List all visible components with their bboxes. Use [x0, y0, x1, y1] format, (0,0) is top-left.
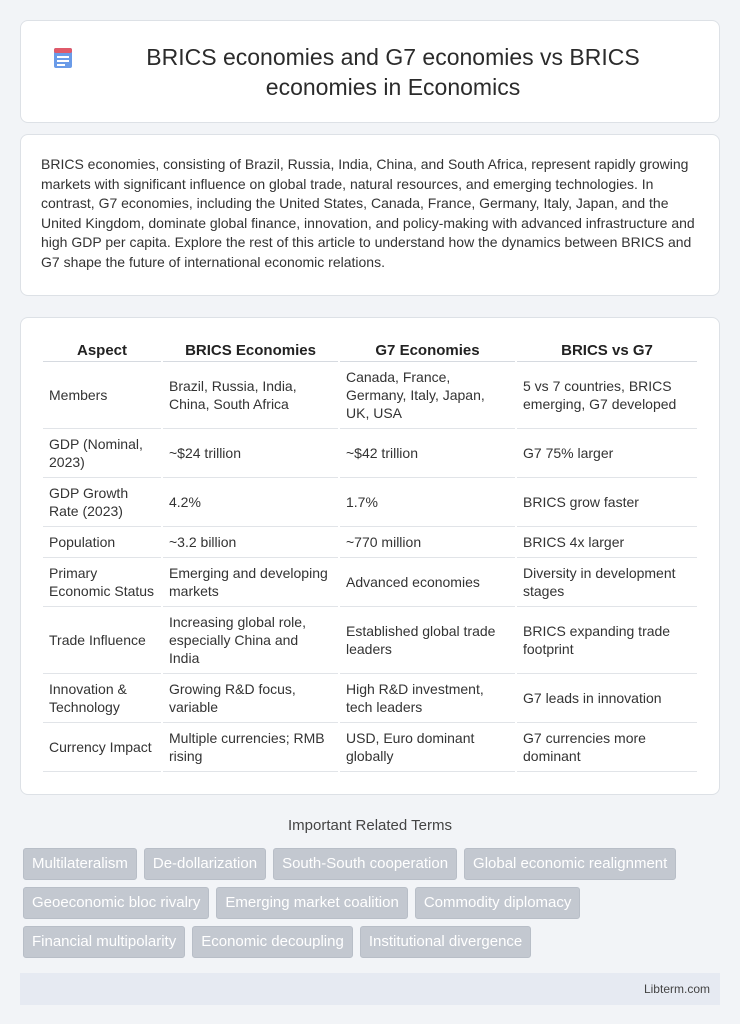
table-cell: Established global trade leaders — [340, 607, 515, 674]
table-cell: Primary Economic Status — [43, 558, 161, 607]
comparison-table-card — [20, 317, 720, 795]
table-cell: ~$42 trillion — [340, 429, 515, 478]
footer-brand-link[interactable]: Libterm.com — [643, 981, 710, 996]
table-row — [43, 607, 697, 674]
column-header: G7 Economies — [340, 336, 515, 362]
term-tag[interactable]: Commodity diplomacy — [415, 887, 581, 919]
intro-text: BRICS economies, consisting of Brazil, Russia, India, China, and South Africa, represent rapidly growing markets with significant influence on global trade, natural resources, and emerging technologies. In contrast, G7 economies, including the United States, Canada, France, Germany, Italy, Japan, and the United Kingdom, dominate global finance, innovation, and policy-making with advanced infrastructure and high GDP per capita. Explore the rest of this article to understand how the dynamics between BRICS and G7 shape the future of international economic relations. — [41, 156, 695, 270]
footer — [20, 973, 720, 1005]
table-row — [43, 429, 697, 478]
term-tag[interactable]: Multilateralism — [23, 848, 137, 880]
table-cell: USD, Euro dominant globally — [340, 723, 515, 772]
table-cell: Growing R&D focus, variable — [163, 674, 338, 723]
term-tag[interactable]: Institutional divergence — [360, 926, 531, 958]
table-cell: BRICS 4x larger — [517, 527, 697, 558]
table-cell: Canada, France, Germany, Italy, Japan, UK, USA — [340, 362, 515, 429]
term-tag[interactable]: Economic decoupling — [192, 926, 353, 958]
table-cell: G7 leads in innovation — [517, 674, 697, 723]
document-icon — [51, 46, 75, 70]
table-cell: Advanced economies — [340, 558, 515, 607]
table-cell: Trade Influence — [43, 607, 161, 674]
related-terms-title: Important Related Terms — [288, 816, 452, 834]
table-cell: 1.7% — [340, 478, 515, 527]
table-row — [43, 478, 697, 527]
table-cell: Currency Impact — [43, 723, 161, 772]
term-tag[interactable]: Emerging market coalition — [216, 887, 407, 919]
title-card — [20, 20, 720, 123]
table-row — [43, 362, 697, 429]
table-cell: Emerging and developing markets — [163, 558, 338, 607]
table-cell: G7 75% larger — [517, 429, 697, 478]
table-cell: 5 vs 7 countries, BRICS emerging, G7 developed — [517, 362, 697, 429]
table-cell: GDP Growth Rate (2023) — [43, 478, 161, 527]
table-cell: G7 currencies more dominant — [517, 723, 697, 772]
page-title: BRICS economies and G7 economies vs BRICS economies in Economics — [146, 43, 640, 100]
table-cell: Multiple currencies; RMB rising — [163, 723, 338, 772]
table-cell: Innovation & Technology — [43, 674, 161, 723]
column-header: BRICS Economies — [163, 336, 338, 362]
term-tag[interactable]: South-South cooperation — [273, 848, 457, 880]
table-cell: 4.2% — [163, 478, 338, 527]
intro-card — [20, 134, 720, 296]
table-row — [43, 527, 697, 558]
table-row — [43, 723, 697, 772]
table-header-row — [43, 336, 697, 362]
table-cell: Diversity in development stages — [517, 558, 697, 607]
term-tag[interactable]: Global economic realignment — [464, 848, 676, 880]
term-tag[interactable]: Financial multipolarity — [23, 926, 185, 958]
related-terms-section — [20, 817, 720, 965]
related-terms-list — [20, 848, 720, 965]
table-row — [43, 674, 697, 723]
term-tag[interactable]: Geoeconomic bloc rivalry — [23, 887, 209, 919]
term-tag[interactable]: De-dollarization — [144, 848, 266, 880]
column-header: Aspect — [43, 336, 161, 362]
column-header: BRICS vs G7 — [517, 336, 697, 362]
table-cell: BRICS expanding trade footprint — [517, 607, 697, 674]
table-cell: High R&D investment, tech leaders — [340, 674, 515, 723]
table-cell: GDP (Nominal, 2023) — [43, 429, 161, 478]
table-cell: ~3.2 billion — [163, 527, 338, 558]
table-cell: ~$24 trillion — [163, 429, 338, 478]
table-cell: Increasing global role, especially China and India — [163, 607, 338, 674]
table-cell: Brazil, Russia, India, China, South Africa — [163, 362, 338, 429]
table-cell: Members — [43, 362, 161, 429]
table-cell: Population — [43, 527, 161, 558]
table-cell: BRICS grow faster — [517, 478, 697, 527]
comparison-table — [41, 336, 699, 772]
table-row — [43, 558, 697, 607]
table-cell: ~770 million — [340, 527, 515, 558]
